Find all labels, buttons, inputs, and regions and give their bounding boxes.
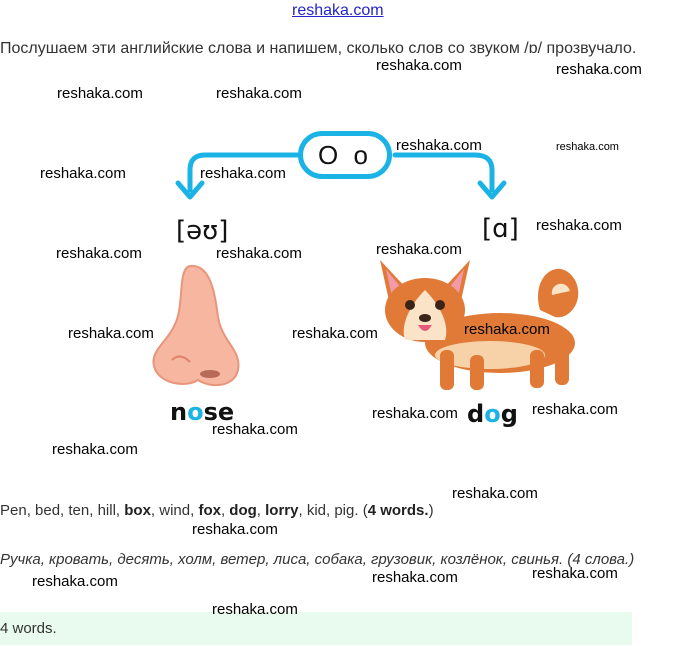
watermark: reshaka.com (376, 241, 462, 258)
watermark: reshaka.com (536, 217, 622, 234)
letter-o-text: O o (318, 139, 372, 170)
watermark: reshaka.com (57, 85, 143, 102)
word-list-text: ) (428, 502, 434, 519)
watermark: reshaka.com (372, 405, 458, 422)
word-nose: nose (170, 398, 235, 426)
watermark: reshaka.com (556, 141, 619, 153)
word-list-text: , (256, 502, 266, 519)
watermark: reshaka.com (32, 573, 118, 590)
transcription-right: [ɑ] (482, 214, 519, 244)
watermark: reshaka.com (292, 325, 378, 342)
watermark: reshaka.com (40, 165, 126, 182)
transcription-left: [əʊ] (176, 216, 229, 246)
word-list-text: Pen, bed, ten, hill, (0, 502, 125, 519)
watermark: reshaka.com (216, 85, 302, 102)
watermark: reshaka.com (372, 569, 458, 586)
word-list-highlight: dog (229, 502, 257, 519)
word-list (0, 502, 434, 519)
task-instruction: Послушаем эти английские слова и напишем, сколько слов со звуком /ɒ/ прозвучало. (0, 40, 637, 57)
word-list-highlight: lorry (265, 502, 299, 519)
word-list-highlight: box (124, 502, 151, 519)
watermark: reshaka.com (452, 485, 538, 502)
watermark: reshaka.com (212, 601, 298, 618)
word-list-text: , wind, (150, 502, 199, 519)
watermark: reshaka.com (532, 401, 618, 418)
word-list-text: , (220, 502, 230, 519)
watermark: reshaka.com (192, 521, 278, 538)
watermark: reshaka.com (52, 441, 138, 458)
watermark: reshaka.com (212, 421, 298, 438)
watermark: reshaka.com (376, 57, 462, 74)
answer-text: 4 words. (0, 620, 57, 637)
word-list-highlight: fox (198, 502, 221, 519)
watermark: reshaka.com (216, 245, 302, 262)
word-list-highlight: 4 words. (367, 502, 429, 519)
watermark: reshaka.com (464, 321, 550, 338)
letter-o-box (298, 131, 392, 179)
word-list-text: , kid, pig. ( (298, 502, 368, 519)
translation-text: Ручка, кровать, десять, холм, ветер, лиса, собака, грузовик, козлёнок, свинья. (4 слова.) (0, 551, 635, 568)
watermark: reshaka.com (200, 165, 286, 182)
watermark: reshaka.com (396, 137, 482, 154)
watermark: reshaka.com (56, 245, 142, 262)
site-link[interactable]: reshaka.com (292, 2, 384, 19)
watermark: reshaka.com (556, 61, 642, 78)
nose-image (150, 262, 245, 392)
watermark: reshaka.com (532, 565, 618, 582)
answer-box (0, 612, 632, 645)
word-dog: dog (467, 400, 518, 428)
watermark: reshaka.com (68, 325, 154, 342)
